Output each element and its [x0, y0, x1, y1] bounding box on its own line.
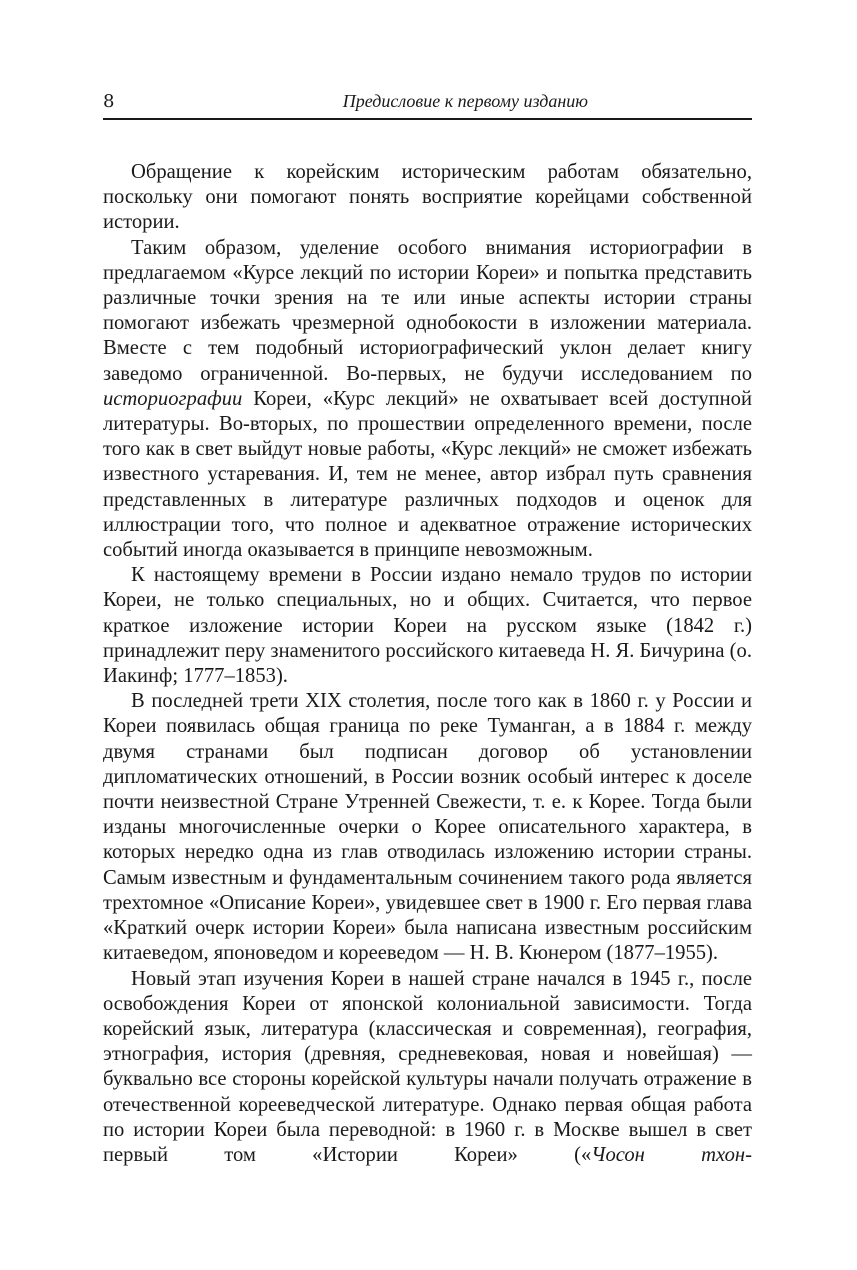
paragraph-2-text-end: Кореи, «Курс лекций» не охватывает всей доступной литературы. Во-вторых, по прошествии определенного времени, после того как в свет выйдут новые работы, «Курс лекций» не сможет избежать известного устаревания. И, тем не менее, автор избрал путь сравнения представленных в литературе различных подходов и оценок для иллюстрации того, что полное и адекватное отражение исторических событий иногда оказывается в принципе невозможным. — [103, 387, 752, 562]
paragraph-2 — [103, 236, 752, 564]
paragraph-4: В последней трети XIX столетия, после того как в 1860 г. у России и Кореи появилась общая граница по реке Туманган, а в 1884 г. между двумя странами был подписан договор об установлении дипломатических отношений, в России возник особый интерес к доселе почти неизвестной Стране Утренней Свежести, т. е. к Корее. Тогда были изданы многочисленные очерки о Корее описательного характера, в которых нередко одна из глав отводилась изложению истории страны. Самым известным и фундаментальным сочинением такого рода является трехтомное «Описание Кореи», увидевшее свет в 1900 г. Его первая глава «Краткий очерк истории Кореи» была написана известным российским китаеведом, японоведом и корееведом — Н. В. Кюнером (1877–1955). — [103, 690, 752, 965]
running-title: Предисловие к первому изданию — [342, 91, 588, 111]
paragraph-1: Обращение к корейским историческим работам обязательно, поскольку они помогают понять восприятие корейцами собственной истории. — [103, 161, 752, 234]
body-text — [103, 160, 752, 1168]
paragraph-2-emphasis: историографии — [103, 387, 243, 410]
paragraph-5-emphasis: Чосон тхон- — [591, 1143, 752, 1166]
paragraph-5 — [103, 967, 752, 1169]
paragraph-3: К настоящему времени в России издано немало трудов по истории Кореи, не только специальных, но и общих. Считается, что первое краткое изложение истории Кореи на русском языке (1842 г.) принадлежит перу знаменитого российского китаеведа Н. Я. Бичурина (о. Иакинф; 1777–1853). — [103, 564, 752, 688]
paragraph-2-text-start: Таким образом, уделение особого внимания историографии в предлагаемом «Курсе лекций по истории Кореи» и попытка представить различные точки зрения на те или иные аспекты истории страны помогают избежать чрезмерной однобокости в изложении материала. Вместе с тем подобный историографический уклон делает книгу заведомо ограниченной. Во-первых, не будучи исследованием по — [103, 236, 752, 385]
running-header — [103, 88, 752, 120]
paragraph-5-text-start: Новый этап изучения Кореи в нашей стране начался в 1945 г., после освобождения Кореи от японской колониальной зависимости. Тогда корейский язык, литература (классическая и современная), география, этнография, история (древняя, средневековая, новая и новейшая) — буквально все стороны корейской культуры начали получать отражение в отечественной корееведческой литературе. Однако первая общая работа по истории Кореи была переводной: в 1960 г. в Москве вышел в свет первый том «Истории Кореи» (« — [103, 967, 752, 1166]
page-number: 8 — [103, 91, 115, 112]
